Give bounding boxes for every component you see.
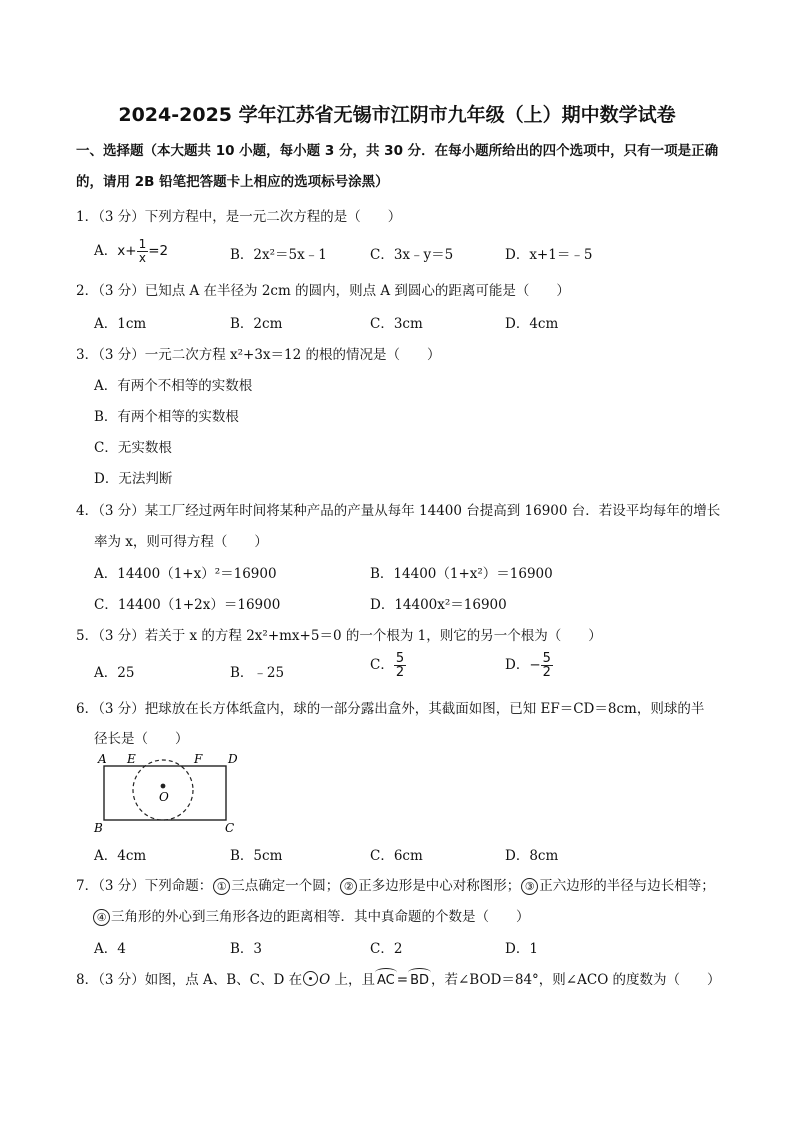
circled-number-1: ① — [213, 878, 230, 895]
q1-option-c: C．3x﹣y＝5 — [370, 247, 454, 263]
q7-prop-4: 三角形的外心到三角形各边的距离相等．其中真命题的个数是（ ） — [111, 909, 530, 925]
q5-option-d-fraction — [541, 652, 553, 679]
section-line-1: 一、选择题（本大题共 10 小题，每小题 3 分，共 30 分．在每小题所给出的四个选项中，只有一项是正确 — [76, 143, 719, 159]
q1-option-a-label: A． — [94, 243, 118, 259]
q8-arc-equals: = — [396, 972, 409, 988]
q5-option-c — [370, 652, 406, 679]
circled-number-2: ② — [340, 878, 357, 895]
q7-option-a: A．4 — [94, 941, 126, 957]
label-d: D — [228, 752, 238, 766]
q1-option-a-pre: x+ — [117, 243, 137, 259]
q2-option-c: C．3cm — [370, 316, 423, 332]
fraction-numerator: 5 — [542, 651, 551, 666]
q5-option-d-label: D． — [505, 657, 530, 673]
question-2-stem: 2．（3 分）已知点 A 在半径为 2cm 的圆内，则点 A 到圆心的距离可能是（ ） — [76, 283, 570, 299]
q6-option-a: A．4cm — [94, 848, 147, 864]
question-7-stem-cont — [92, 905, 530, 926]
question-3-stem: 3．（3 分）一元二次方程 x²+3x＝12 的根的情况是（ ） — [76, 347, 441, 363]
q6-option-d: D．8cm — [505, 848, 559, 864]
label-a: A — [98, 752, 107, 766]
q5-option-d — [505, 652, 553, 679]
label-c: C — [225, 821, 235, 834]
q7-prop-2: 正多边形是中心对称图形； — [358, 878, 521, 894]
arc-ac: AC — [377, 973, 395, 988]
circled-number-4: ④ — [93, 909, 110, 926]
question-7-stem — [76, 874, 726, 895]
q1-option-d: D．x+1＝﹣5 — [505, 247, 593, 263]
fraction-numerator: 5 — [395, 651, 405, 666]
q7-option-c: C．2 — [370, 941, 403, 957]
q5-option-a: A．25 — [94, 665, 135, 681]
question-1-stem: 1．（3 分）下列方程中，是一元二次方程的是（ ） — [76, 209, 402, 225]
q5-option-c-fraction — [394, 652, 406, 679]
q7-prop-1: 三点确定一个圆； — [231, 878, 340, 894]
q4-option-d: D．14400x²＝16900 — [370, 597, 507, 613]
circled-number-3: ③ — [521, 878, 538, 895]
q3-option-a: A．有两个不相等的实数根 — [94, 378, 253, 394]
circle-symbol-icon — [303, 971, 318, 986]
question-4-stem-cont: 率为 x，则可得方程（ ） — [94, 534, 268, 550]
q5-option-b: B．﹣25 — [230, 665, 285, 681]
q8-stem-post: ，若∠BOD＝84°，则∠ACO 的度数为（ ） — [431, 972, 721, 988]
fraction-denominator: 2 — [395, 665, 405, 680]
exam-title: 2024-2025 学年江苏省无锡市江阴市九年级（上）期中数学试卷 — [118, 104, 676, 126]
question-6-stem: 6．（3 分）把球放在长方体纸盒内，球的一部分露出盒外，其截面如图，已知 EF＝CD＝8cm，则球的半 — [76, 701, 705, 717]
question-4-stem: 4．（3 分）某工厂经过两年时间将某种产品的产量从每年 14400 台提高到 16900 台．若设平均每年的增长 — [76, 503, 721, 519]
section-instructions — [76, 136, 722, 198]
q4-option-c: C．14400（1+2x）＝16900 — [94, 597, 281, 613]
q1-option-a-fraction — [137, 238, 149, 265]
q8-stem-mid: 上，且 — [330, 972, 375, 988]
q8-stem-pre: 8．（3 分）如图，点 A、B、C、D 在 — [76, 972, 303, 988]
question-6-stem-cont: 径长是（ ） — [94, 731, 189, 747]
arc-bd: BD — [410, 973, 429, 988]
q5-option-d-sign: − — [529, 657, 541, 673]
label-o: O — [159, 790, 169, 804]
q1-option-a — [94, 238, 168, 265]
label-f: F — [194, 752, 203, 766]
q6-option-b: B．5cm — [230, 848, 283, 864]
question-5-stem: 5．（3 分）若关于 x 的方程 2x²+mx+5＝0 的一个根为 1，则它的另一个根为（ ） — [76, 628, 602, 644]
fraction-numerator: 1 — [138, 237, 147, 251]
q4-option-b: B．14400（1+x²）＝16900 — [370, 566, 553, 582]
q4-option-a: A．14400（1+x）²＝16900 — [94, 566, 277, 582]
center-point-o — [161, 784, 166, 789]
q5-option-c-label: C． — [370, 657, 394, 673]
question-8-stem — [76, 968, 726, 988]
section-line-2: 的，请用 2B 铅笔把答题卡上相应的选项标号涂黑） — [76, 174, 389, 190]
q2-option-a: A．1cm — [94, 316, 147, 332]
q7-option-d: D．1 — [505, 941, 538, 957]
label-b: B — [94, 821, 103, 834]
q7-prop-3: 正六边形的半径与边长相等； — [539, 878, 715, 894]
q6-option-c: C．6cm — [370, 848, 423, 864]
q8-circle-label: O — [319, 972, 331, 988]
q3-option-c: C．无实数根 — [94, 440, 172, 456]
q7-option-b: B．3 — [230, 941, 263, 957]
q7-stem-pre: 7．（3 分）下列命题： — [76, 878, 213, 894]
q2-option-d: D．4cm — [505, 316, 559, 332]
q1-option-a-post: =2 — [148, 243, 169, 259]
q2-option-b: B．2cm — [230, 316, 283, 332]
label-e: E — [127, 752, 136, 766]
fraction-denominator: 2 — [542, 665, 551, 680]
q3-option-b: B．有两个相等的实数根 — [94, 409, 239, 425]
q3-option-d: D．无法判断 — [94, 471, 173, 487]
fraction-denominator: x — [138, 251, 146, 265]
q6-box-ball-figure — [90, 752, 250, 834]
q1-option-b: B．2x²＝5x﹣1 — [230, 247, 327, 263]
